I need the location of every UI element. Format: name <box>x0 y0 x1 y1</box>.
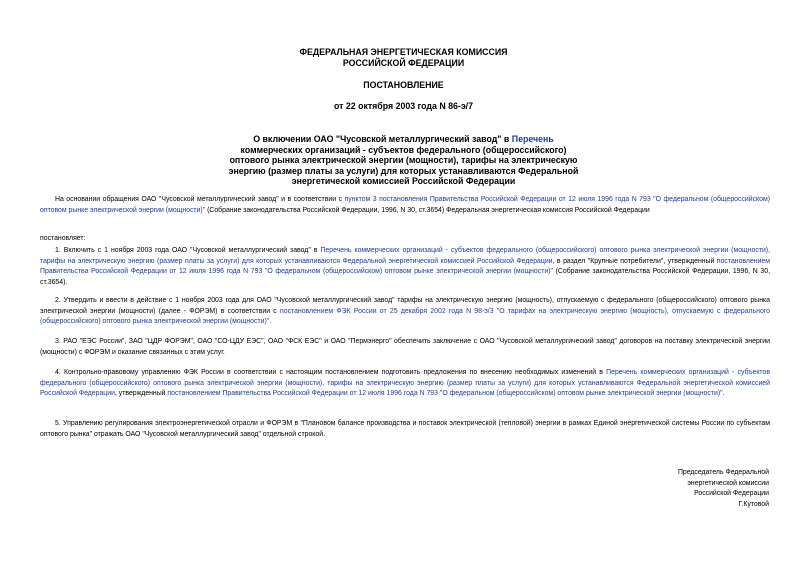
signature-line-2: энергетической комиссии <box>687 479 769 487</box>
document-type <box>0 80 807 91</box>
list-link[interactable]: Перечень <box>511 134 554 144</box>
item-5 <box>40 419 770 440</box>
item-1 <box>40 246 770 288</box>
item-2-paragraph: 2. Утвердить и ввести в действие с 1 ноября 2003 года для ОАО "Чусовской металлургический завод" тарифы на электрическую энергию (мощность), отпускаемую с федерального (общероссийского) оптового рынка электрической энергии (мощности) (далее - ФОРЭМ) в соответствии с постановлением ФЭК России от 25 декабря 2002 года N 98-э/3 "О тарифах на электрическую энергию (мощность), отпускаемую с федерального (общероссийского) оптового рынка электрической энергии (мощности)". <box>40 297 770 325</box>
item-4 <box>40 368 770 400</box>
title-line-1 <box>0 134 807 145</box>
item-4-paragraph: 4. Контрольно-правовому управлению ФЭК России в соответствии с настоящим постановлением подготовить предложения по внесению необходимых изменений в Перечень коммерческих организаций - субъектов федерального (общероссийского) оптового рынка электрической энергии (мощности), тарифы на электрическую энергию (размер платы за услуги) для которых устанавливаются Федеральной энергетической комиссией Российской Федерации, утвержденный постановлением Правительства Российской Федерации от 12 июля 1996 года N 793 "О федеральном (общероссийском) оптовом рынке электрической энергии (мощности)". <box>40 369 770 397</box>
item-2-resolution-link[interactable]: постановлением ФЭК России от 25 декабря 2002 года N 98-э/3 "О тарифах на электрическую энергию (мощность), отпускаемую с федерального (общероссийского) оптового рынка электрической энергии (мощности)" <box>40 307 770 325</box>
preamble-paragraph: На основании обращения ОАО "Чусовской металлургический завод" и в соответствии с пунктом 3 постановления Правительства Российской Федерации от 12 июля 1996 года N 793 "О федеральном (общероссийском) оптовом рынке электрической энергии (мощности)" (Собрание законодательства Российской Федерации, 1996, N 30, ст.3654) Федеральная энергетическая комиссия Российской Федерации <box>40 196 770 214</box>
item-3 <box>40 337 770 358</box>
preamble-law-link[interactable]: пунктом 3 постановления Правительства Российской Федерации от 12 июля 1996 года N 793 "О федеральном (общероссийском) оптовом рынке электрической энергии (мощности)" <box>40 196 770 214</box>
item-1-list-link[interactable]: Перечень коммерческих организаций - субъектов федерального (общероссийского) оптового рынка электрической энергии (мощности), тарифы на электрическую энергию (размер платы за услуги) для которых устанавливаются Федеральной энергетической комиссией Российской Федерации <box>40 247 771 265</box>
title-line-1-text: О включении ОАО "Чусовской металлургический завод" в <box>253 134 512 144</box>
decree-word-text: постановляет: <box>40 235 86 242</box>
preamble <box>40 195 770 216</box>
title-line-3: оптового рынка электрической энергии (мощности), тарифы на электрическую <box>229 155 578 165</box>
document-type-label: ПОСТАНОВЛЕНИЕ <box>363 80 444 90</box>
decree-word <box>40 234 770 245</box>
signature-name: Г.Кутовой <box>738 500 769 508</box>
document-date-label: от 22 октября 2003 года N 86-э/7 <box>333 101 474 111</box>
authority-line-2: РОССИЙСКОЙ ФЕДЕРАЦИИ <box>342 58 465 68</box>
document-date <box>0 101 807 112</box>
signature-line-1: Председатель Федеральной <box>677 469 769 476</box>
item-1-paragraph: 1. Включить с 1 ноября 2003 года ОАО "Чусовской металлургический завод" в Перечень коммерческих организаций - субъектов федерального (общероссийского) оптового рынка электрической энергии (мощности), тарифы на электрическую энергию (размер платы за услуги) для которых устанавливаются Федеральной энергетической комиссией Российской Федерации, в раздел "Крупные потребители", утвержденный постановлением Правительства Российской Федерации от 12 июля 1996 года N 793 "О федеральном (общероссийском) оптовом рынке электрической энергии (мощности)" (Собрание законодательства Российской Федерации, 1996, N 30, ст.3654). <box>40 247 771 286</box>
issuing-authority <box>0 47 807 69</box>
item-1-resolution-link[interactable]: постановлением Правительства Российской Федерации от 12 июля 1996 года N 793 "О федеральном (общероссийском) оптовом рынке электрической энергии (мощности)" <box>40 257 770 275</box>
title-line-4: энергию (размер платы за услуги) для которых устанавливаются Федеральной <box>228 165 579 176</box>
title-line-2: коммерческих организаций - субъектов федерального (общероссийского) <box>240 144 567 155</box>
item-4-list-link[interactable]: Перечень коммерческих организаций - субъектов федерального (общероссийского) оптового рынка электрической энергии (мощности), тарифы на электрическую энергию (размер платы за услуги) для которых устанавливаются Федеральной энергетической комиссией Российской Федерации <box>40 369 770 397</box>
signature-line-3: Российской Федерации <box>694 490 769 497</box>
item-4-resolution-link[interactable]: постановлением Правительства Российской Федерации от 12 июля 1996 года N 793 "О федеральном (общероссийском) оптовом рынке электрической энергии (мощности)" <box>167 390 723 397</box>
authority-line-1: ФЕДЕРАЛЬНАЯ ЭНЕРГЕТИЧЕСКАЯ КОМИССИЯ <box>299 47 508 57</box>
item-5-paragraph: 5. Управлению регулирования электроэнергетической отрасли и ФОРЭМ в "Плановом балансе производства и поставок электрической (тепловой) энергии в рамках Единой энергетической системы России по субъектам оптового рынка" отражать ОАО "Чусовской металлургический завод" отдельной строкой. <box>40 420 770 438</box>
item-2 <box>40 296 770 328</box>
item-3-paragraph: 3. РАО "ЕЭС России", ЗАО "ЦДР ФОРЭМ", ОАО "СО-ЦДУ ЕЭС", ОАО "ФСК ЕЭС" и ОАО "Пермэнерго" обеспечить заключение с ОАО "Чусовской металлургический завод" договоров на поставку электрической энергии (мощности) с ФОРЭМ и оказание связанных с этим услуг. <box>40 338 770 356</box>
title-line-5: энергетической комиссией Российской Федерации <box>291 176 516 186</box>
document-title <box>0 134 807 187</box>
signature-block <box>678 468 769 510</box>
